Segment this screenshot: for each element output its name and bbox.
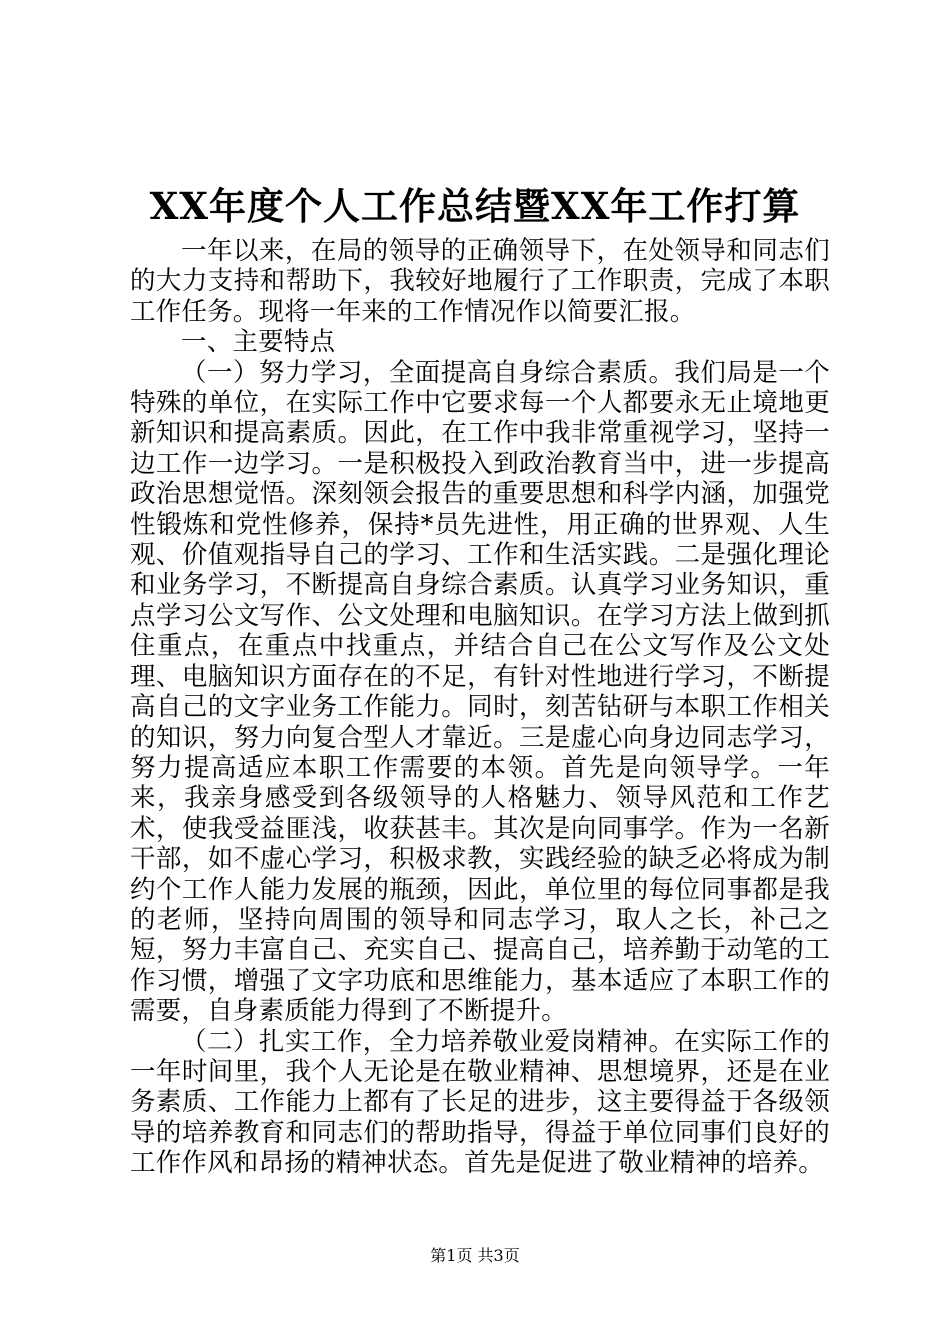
document-body <box>130 236 830 1179</box>
section-heading-main-features: 一、主要特点 <box>181 327 336 358</box>
paragraph-work: （二）扎实工作，全力培养敬业爱岗精神。在实际工作的一年时间里，我个人无论是在敬业精神、思想境界，还是在业务素质、工作能力上都有了长足的进步，这主要得益于各级领导的培养教育和同志们的帮助指导，得益于单位同事们良好的工作作风和昂扬的精神状态。首先是促进了敬业精神的培养。 <box>130 1026 830 1179</box>
paragraph-intro: 一年以来，在局的领导的正确领导下，在处领导和同志们的大力支持和帮助下，我较好地履行了工作职责，完成了本职工作任务。现将一年来的工作情况作以简要汇报。 <box>130 236 830 327</box>
page-number: 第1页 共3页 <box>430 1246 520 1265</box>
paragraph-study: （一）努力学习，全面提高自身综合素质。我们局是一个特殊的单位，在实际工作中它要求每一个人都要永无止境地更新知识和提高素质。因此，在工作中我非常重视学习，坚持一边工作一边学习。一是积极投入到政治教育当中，进一步提高政治思想觉悟。深刻领会报告的重要思想和科学内涵，加强党性锻炼和党性修养，保持*员先进性，用正确的世界观、人生观、价值观指导自己的学习、工作和生活实践。二是强化理论和业务学习，不断提高自身综合素质。认真学习业务知识，重点学习公文写作、公文处理和电脑知识。在学习方法上做到抓住重点，在重点中找重点，并结合自己在公文写作及公文处理、电脑知识方面存在的不足，有针对性地进行学习，不断提高自己的文字业务工作能力。同时，刻苦钻研与本职工作相关的知识，努力向复合型人才靠近。三是虚心向身边同志学习，努力提高适应本职工作需要的本领。首先是向领导学。一年来，我亲身感受到各级领导的人格魅力、领导风范和工作艺术，使我受益匪浅，收获甚丰。其次是向同事学。作为一名新干部，如不虚心学习，积极求教，实践经验的缺乏必将成为制约个工作人能力发展的瓶颈，因此，单位里的每位同事都是我的老师，坚持向周围的领导和同志学习，取人之长，补己之短，努力丰富自己、充实自己、提高自己，培养勤于动笔的工作习惯，增强了文字功底和思维能力，基本适应了本职工作的需要，自身素质能力得到了不断提升。 <box>130 357 830 1027</box>
document-title: XX年度个人工作总结暨XX年工作打算 <box>149 184 801 228</box>
